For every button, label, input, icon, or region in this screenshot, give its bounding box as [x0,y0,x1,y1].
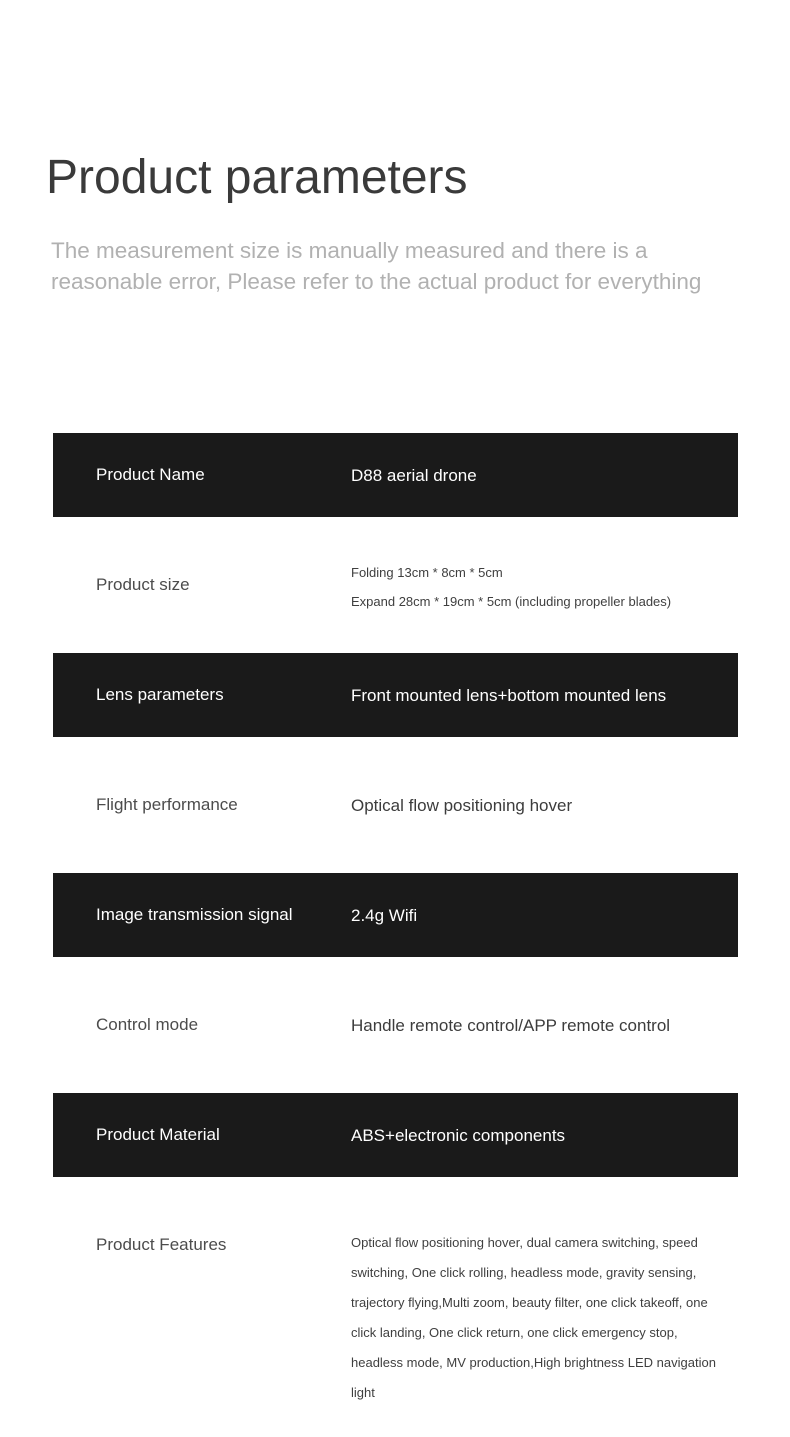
spec-value-product-name: D88 aerial drone [351,465,477,485]
spec-label-image-transmission-signal: Image transmission signal [96,905,293,924]
page-subtitle: The measurement size is manually measured and there is a reasonable error, Please refer to the actual product for everything [51,238,702,294]
spec-label-product-name: Product Name [96,465,205,484]
spec-row-product-features [53,1177,738,1408]
spec-value-product-size [351,554,718,616]
spec-label-product-features: Product Features [96,1235,227,1254]
spec-table [53,433,738,1408]
spec-value-product-material: ABS+electronic components [351,1125,566,1145]
page-title: Product parameters [46,151,468,204]
spec-row-product-size [53,517,738,653]
spec-label-lens-parameters: Lens parameters [96,685,224,704]
spec-value-flight-performance: Optical flow positioning hover [351,795,573,815]
spec-label-control-mode: Control mode [96,1015,199,1034]
spec-row-flight-performance [53,737,738,873]
spec-value-product-size-line-expand: Expand 28cm * 19cm * 5cm (including propeller blades) [351,594,672,609]
spec-row-product-material [53,1093,738,1177]
spec-row-control-mode [53,957,738,1093]
spec-value-lens-parameters: Front mounted lens+bottom mounted lens [351,685,667,705]
spec-value-control-mode: Handle remote control/APP remote control [351,1015,671,1035]
spec-label-product-material: Product Material [96,1125,220,1144]
spec-row-lens-parameters [53,653,738,737]
spec-value-product-features: Optical flow positioning hover, dual camera switching, speed switching, One click rolling, headless mode, gravity sensing, trajectory flying,Multi zoom, beauty filter, one click takeoff, one click landing, One click return, one click emergency stop, headless mode, MV production,High brightness LED navigation light [351,1235,716,1400]
spec-value-image-transmission-signal: 2.4g Wifi [351,905,418,925]
spec-label-product-size: Product size [96,575,190,594]
spec-value-product-size-line-folding: Folding 13cm * 8cm * 5cm [351,565,503,580]
spec-row-image-transmission-signal [53,873,738,957]
spec-row-product-name [53,433,738,517]
spec-label-flight-performance: Flight performance [96,795,238,814]
